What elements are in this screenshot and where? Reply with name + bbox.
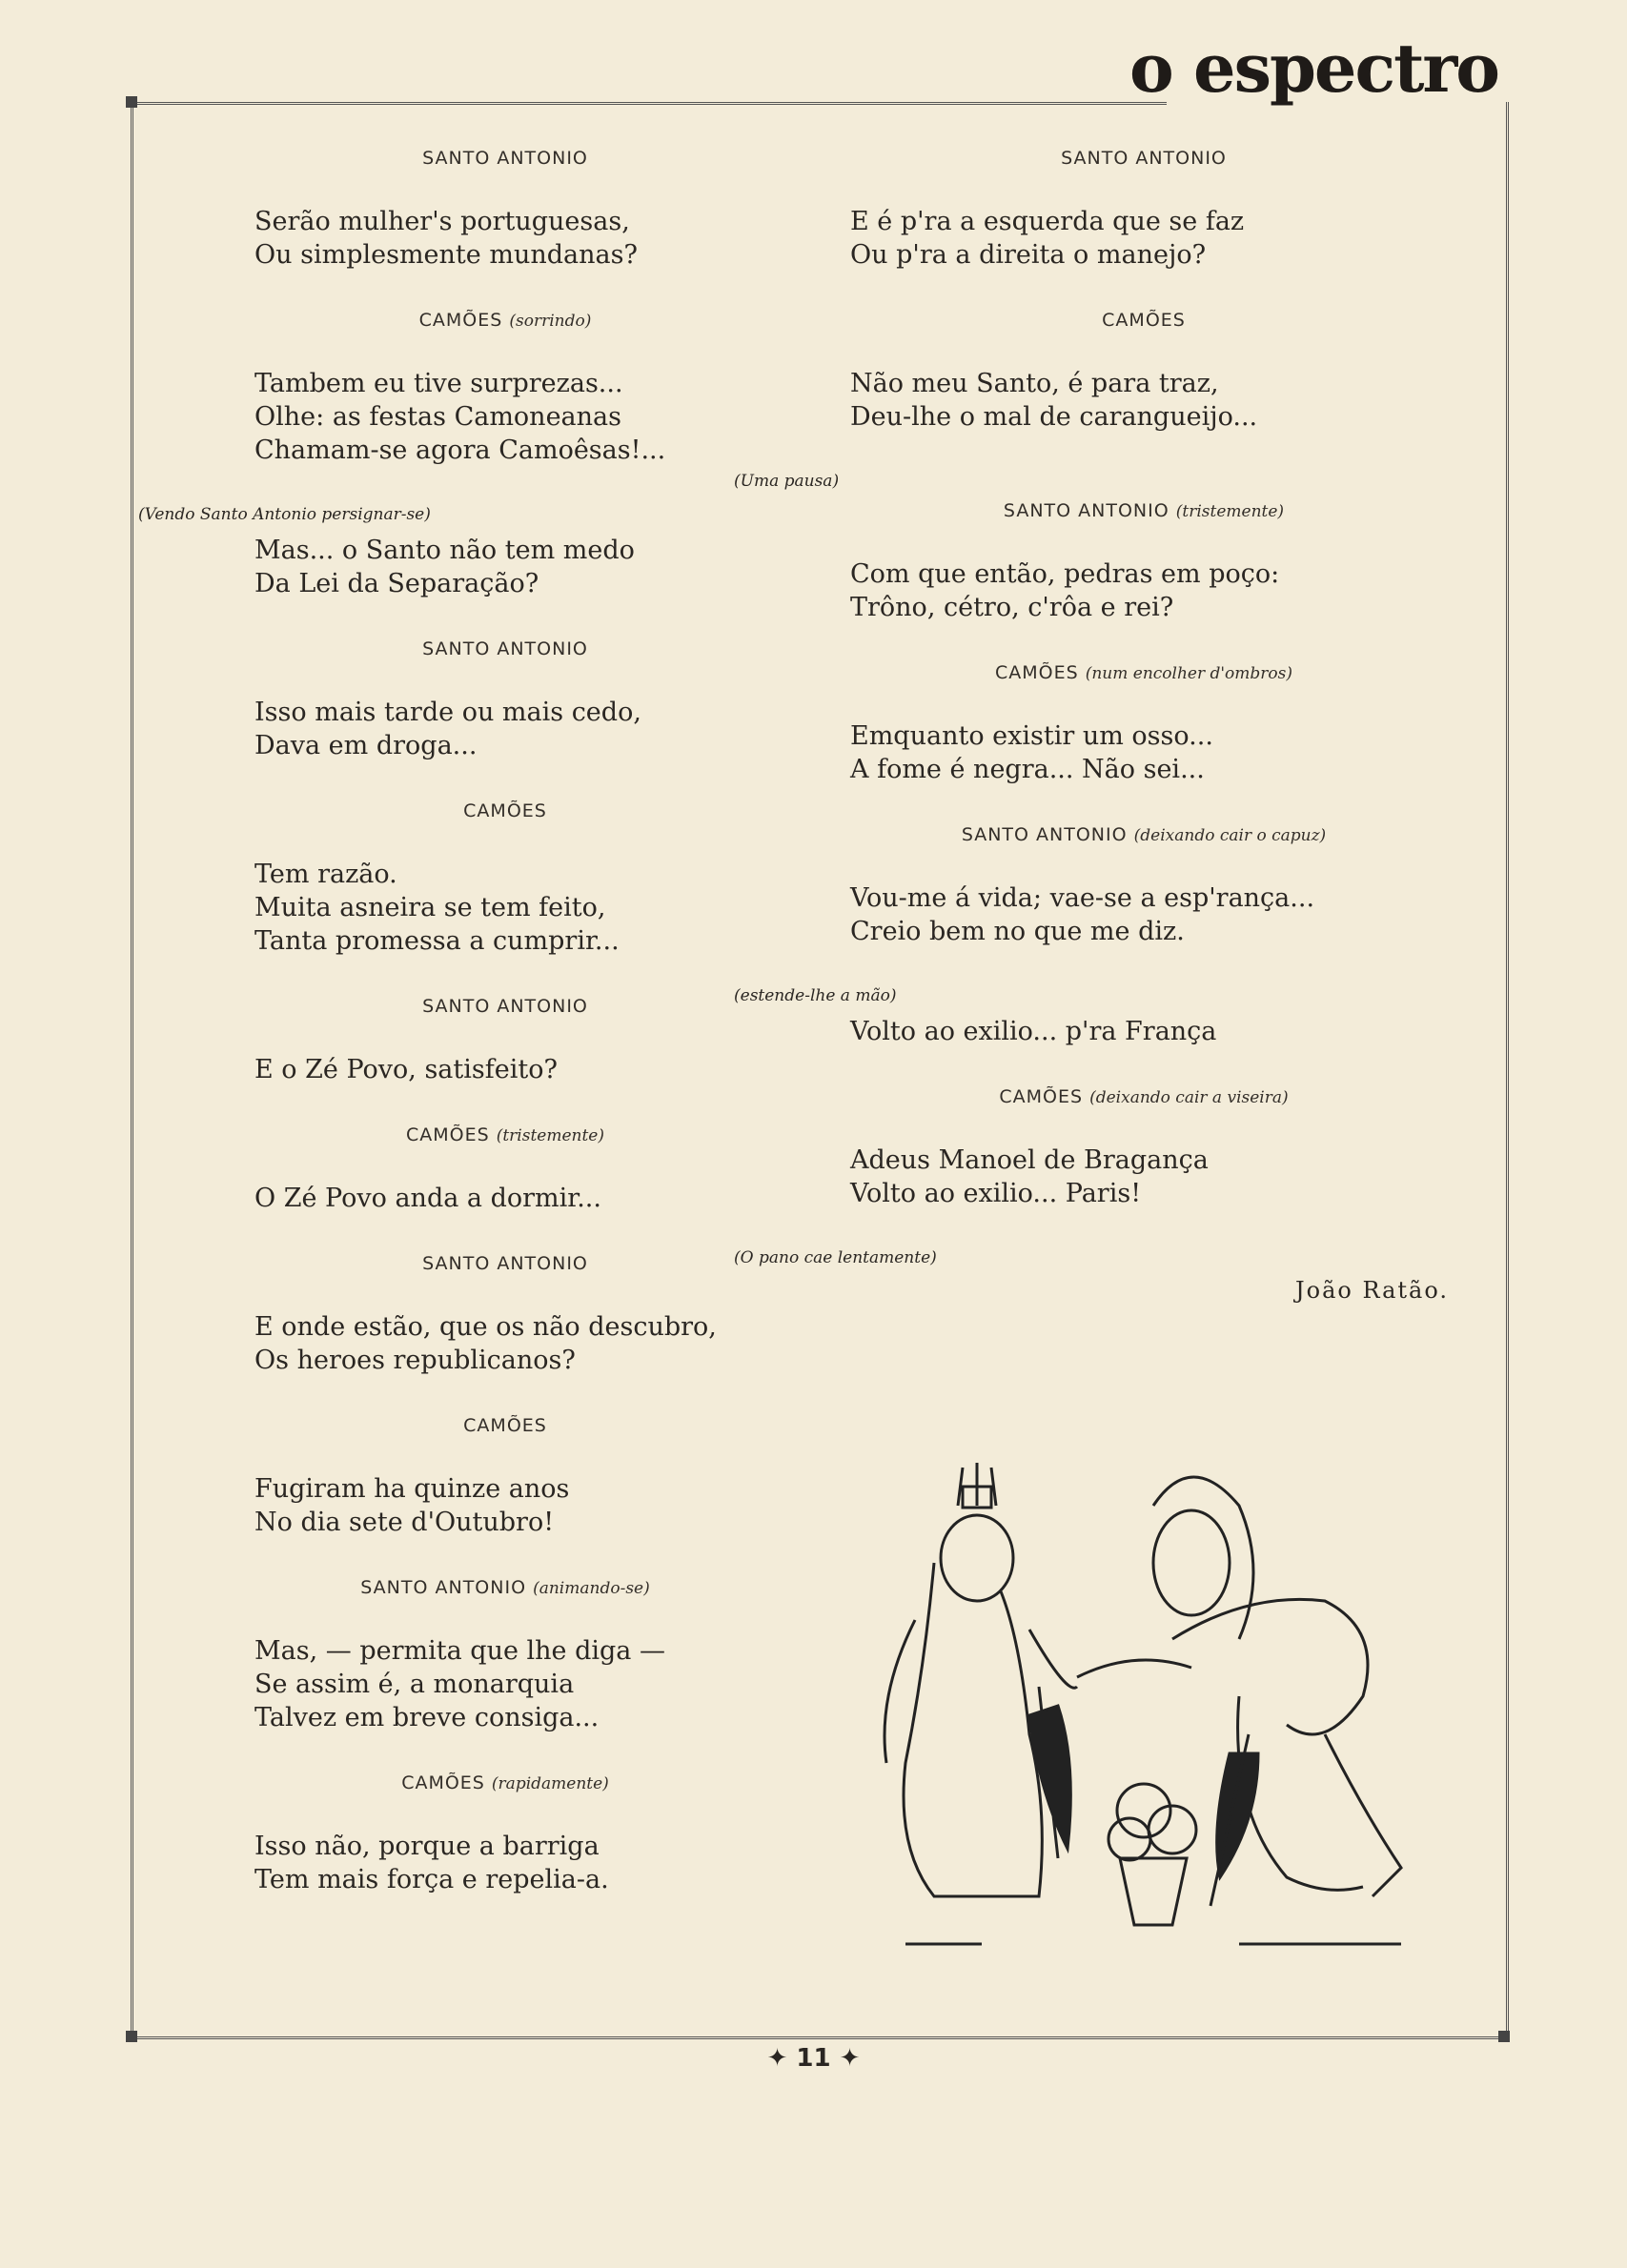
cartoon-illustration <box>791 1448 1458 1982</box>
speaker-name: SANTO ANTONIO <box>360 1577 527 1598</box>
verse-stanza <box>243 696 767 762</box>
verse-line: O Zé Povo anda a dormir... <box>254 1184 601 1213</box>
verse-line: Talvez em breve consiga... <box>254 1703 600 1732</box>
verse-stanza <box>243 1634 767 1734</box>
verse-line: Dava em droga... <box>254 731 478 760</box>
speaker-label <box>839 824 1449 845</box>
speaker-label <box>243 1253 767 1274</box>
speaker-direction: (sorrindo) <box>509 312 592 331</box>
verse-line: E o Zé Povo, satisfeito? <box>254 1055 558 1084</box>
verse-stanza <box>839 719 1449 786</box>
verse-stanza <box>243 1830 767 1896</box>
verse-line: Os heroes republicanos? <box>254 1346 576 1375</box>
verse-line: Adeus Manoel de Bragança <box>850 1145 1209 1175</box>
verse-line: Com que então, pedras em poço: <box>850 559 1280 589</box>
corner-ornament <box>1498 2031 1510 2042</box>
verse-line: Serão mulher's portuguesas, <box>254 207 630 236</box>
verse-line: Olhe: as festas Camoneanas <box>254 402 621 432</box>
speaker-direction: (rapidamente) <box>491 1774 609 1793</box>
verse-stanza <box>243 367 767 467</box>
verse-line: A fome é negra... Não sei... <box>850 755 1205 784</box>
speaker-label <box>243 800 767 821</box>
verse-line: Isso mais tarde ou mais cedo, <box>254 698 641 727</box>
speaker-direction: (deixando cair a viseira) <box>1089 1088 1289 1107</box>
speaker-name: CAMÕES <box>1102 310 1186 331</box>
verse-line: Volto ao exilio... p'ra França <box>850 1017 1217 1046</box>
speaker-direction: (animando-se) <box>533 1579 650 1598</box>
speaker-name: SANTO ANTONIO <box>422 148 588 169</box>
verse-stanza <box>839 1015 1449 1048</box>
verse-line: Volto ao exilio... Paris! <box>850 1179 1142 1208</box>
speaker-name: CAMÕES <box>401 1772 485 1793</box>
speaker-label <box>839 662 1449 683</box>
speaker-label <box>243 310 767 331</box>
verse-line: Vou-me á vida; vae-se a esp'rança... <box>850 883 1315 913</box>
verse-stanza <box>243 534 767 600</box>
verse-line: Chamam-se agora Camoêsas!... <box>254 435 666 465</box>
verse-stanza <box>839 881 1449 948</box>
verse-line: Tambem eu tive surprezas... <box>254 369 623 398</box>
verse-line: Tem mais força e repelia-a. <box>254 1865 609 1894</box>
stage-direction: (Uma pausa) <box>734 472 840 491</box>
speaker-direction: (tristemente) <box>496 1126 605 1145</box>
speaker-name: SANTO ANTONIO <box>1003 500 1169 521</box>
verse-line: Muita asneira se tem feito, <box>254 893 606 922</box>
speaker-label <box>243 996 767 1017</box>
author-signature: João Ratão. <box>1295 1277 1449 1304</box>
verse-stanza <box>839 367 1449 434</box>
stage-direction: (O pano cae lentamente) <box>734 1248 937 1267</box>
verse-line: Isso não, porque a barriga <box>254 1832 600 1861</box>
verse-stanza <box>243 1182 767 1215</box>
verse-line: E onde estão, que os não descubro, <box>254 1312 717 1342</box>
speaker-name: SANTO ANTONIO <box>422 638 588 659</box>
speaker-label <box>839 148 1449 169</box>
verse-stanza <box>243 858 767 958</box>
speaker-name: CAMÕES <box>994 662 1079 683</box>
verse-line: Ou p'ra a direita o manejo? <box>850 240 1207 270</box>
masthead-title: o espectro <box>1129 29 1498 108</box>
speaker-name: CAMÕES <box>418 310 503 331</box>
verse-line: Trôno, cétro, c'rôa e rei? <box>850 593 1174 622</box>
verse-stanza <box>243 205 767 272</box>
speaker-direction: (deixando cair o capuz) <box>1133 826 1327 845</box>
verse-line: Creio bem no que me diz. <box>850 917 1185 946</box>
stage-direction: (Vendo Santo Antonio persignar-se) <box>138 505 431 524</box>
verse-stanza <box>243 1472 767 1539</box>
speaker-name: CAMÕES <box>405 1124 490 1145</box>
verse-line: Da Lei da Separação? <box>254 569 539 598</box>
speaker-name: CAMÕES <box>463 1415 547 1436</box>
speaker-label <box>839 500 1449 521</box>
left-column <box>138 148 767 1934</box>
verse-stanza <box>839 205 1449 272</box>
verse-stanza <box>839 557 1449 624</box>
page-number: ✦ 11 ✦ <box>766 2044 861 2073</box>
speaker-name: SANTO ANTONIO <box>422 996 588 1017</box>
verse-line: Tanta promessa a cumprir... <box>254 926 620 956</box>
speaker-label <box>839 310 1449 331</box>
verse-line: Tem razão. <box>254 860 397 889</box>
speaker-label <box>243 1577 767 1598</box>
right-column <box>734 148 1449 1304</box>
speaker-label <box>243 148 767 169</box>
speaker-name: CAMÕES <box>999 1086 1084 1107</box>
corner-ornament <box>126 96 137 108</box>
speaker-name: SANTO ANTONIO <box>1061 148 1227 169</box>
speaker-label <box>243 638 767 659</box>
speaker-name: CAMÕES <box>463 800 547 821</box>
verse-line: No dia sete d'Outubro! <box>254 1508 555 1537</box>
speaker-direction: (tristemente) <box>1175 502 1285 521</box>
verse-line: Mas... o Santo não tem medo <box>254 536 635 565</box>
speaker-name: SANTO ANTONIO <box>422 1253 588 1274</box>
verse-line: Mas, — permita que lhe diga — <box>254 1636 665 1666</box>
verse-line: Emquanto existir um osso... <box>850 721 1213 751</box>
verse-line: E é p'ra a esquerda que se faz <box>850 207 1245 236</box>
speaker-label <box>243 1124 767 1145</box>
speaker-direction: (num encolher d'ombros) <box>1085 664 1293 683</box>
speaker-label <box>839 1086 1449 1107</box>
corner-ornament <box>126 2031 137 2042</box>
speaker-label <box>243 1415 767 1436</box>
verse-line: Não meu Santo, é para traz, <box>850 369 1219 398</box>
verse-stanza <box>839 1144 1449 1210</box>
verse-line: Ou simplesmente mundanas? <box>254 240 638 270</box>
speaker-label <box>243 1772 767 1793</box>
verse-line: Fugiram ha quinze anos <box>254 1474 570 1504</box>
verse-line: Se assim é, a monarquia <box>254 1670 575 1699</box>
verse-stanza <box>243 1310 767 1377</box>
verse-line: Deu-lhe o mal de carangueijo... <box>850 402 1258 432</box>
verse-stanza <box>243 1053 767 1086</box>
speaker-name: SANTO ANTONIO <box>961 824 1128 845</box>
stage-direction: (estende-lhe a mão) <box>734 986 897 1005</box>
